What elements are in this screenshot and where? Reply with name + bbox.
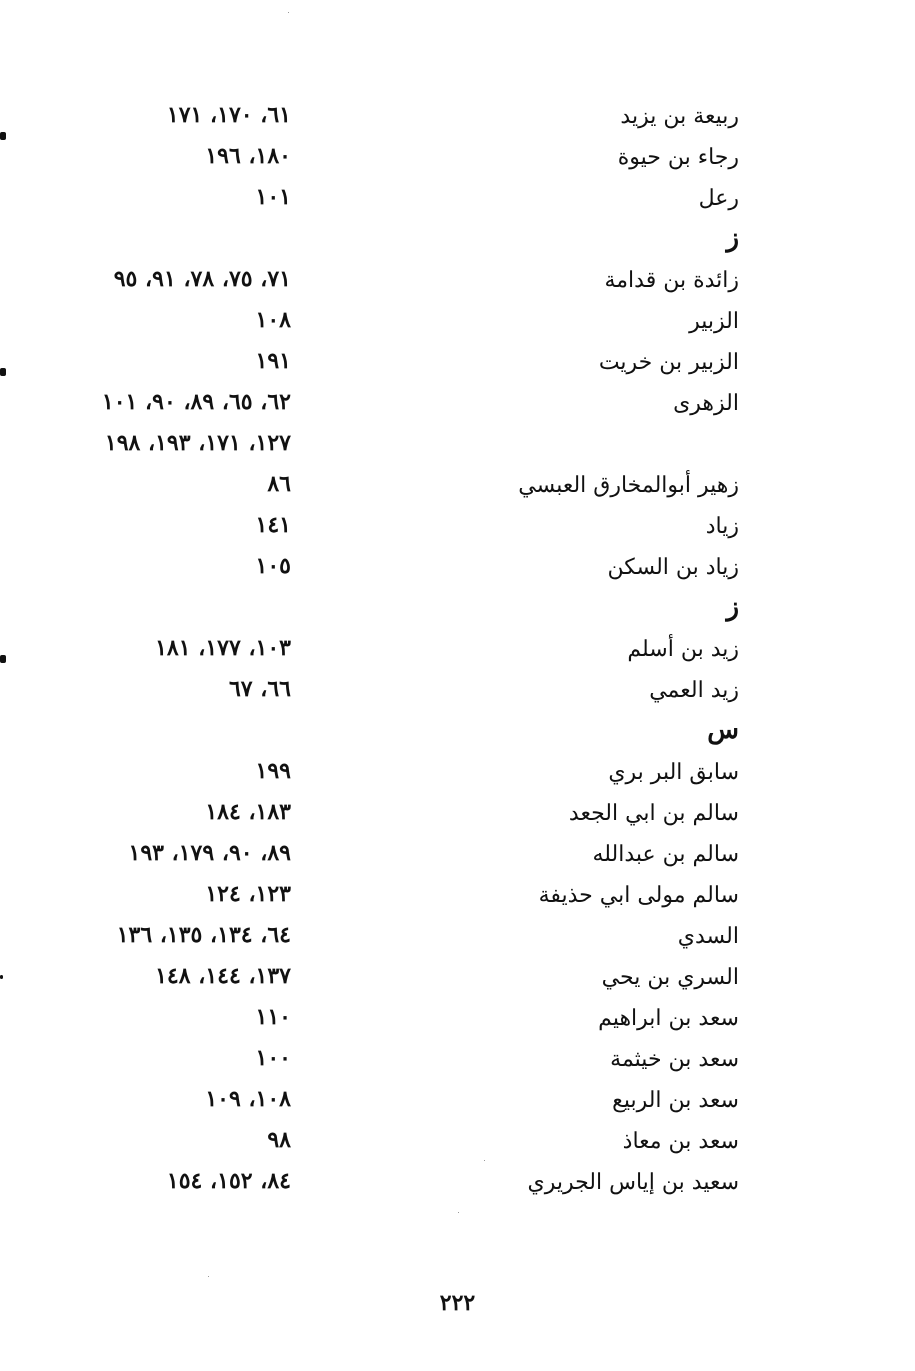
entry-pages: ١١٠	[255, 1004, 291, 1030]
entry-pages: ٦٢، ٦٥، ٨٩، ٩٠، ١٠١	[101, 389, 291, 415]
letter-heading-row	[0, 223, 915, 264]
letter-heading: ز	[726, 592, 739, 622]
entry-name: ربيعة بن يزيد	[620, 104, 739, 129]
entry-name: سعد بن الربيع	[612, 1088, 739, 1113]
entry-name: سعيد بن إياس الجريري	[527, 1170, 739, 1195]
index-entry	[0, 100, 915, 141]
entry-name: رعل	[698, 186, 739, 211]
index-entry	[0, 1043, 915, 1084]
entry-name: السدي	[677, 924, 739, 949]
entry-pages: ١٨٣، ١٨٤	[205, 799, 291, 825]
entry-pages: ١٩٩	[255, 758, 291, 784]
index-entry	[0, 633, 915, 674]
scan-speck	[458, 1212, 459, 1213]
scan-mark	[0, 975, 3, 979]
name-index-list	[0, 100, 915, 1207]
entry-pages: ١٠٨	[255, 307, 291, 333]
index-entry	[0, 879, 915, 920]
index-entry	[0, 182, 915, 223]
entry-pages: ١٨٠، ١٩٦	[205, 143, 291, 169]
entry-name: زياد بن السكن	[607, 555, 739, 580]
scan-speck	[208, 1276, 209, 1277]
entry-pages: ٨٦	[267, 471, 291, 497]
entry-name: زياد	[705, 514, 739, 539]
index-entry	[0, 346, 915, 387]
entry-pages: ٦٤، ١٣٤، ١٣٥، ١٣٦	[116, 922, 291, 948]
entry-name: زيد بن أسلم	[627, 637, 739, 662]
entry-name: سابق البر بري	[608, 760, 739, 785]
index-entry	[0, 551, 915, 592]
entry-pages: ٨٤، ١٥٢، ١٥٤	[166, 1168, 291, 1194]
entry-name: زائدة بن قدامة	[604, 268, 739, 293]
index-entry	[0, 264, 915, 305]
entry-pages: ٦٦، ٦٧	[228, 676, 291, 702]
entry-name: السري بن يحي	[601, 965, 739, 990]
scan-speck	[484, 1160, 485, 1161]
entry-name: سعد بن معاذ	[622, 1129, 739, 1154]
entry-pages: ١٠٠	[255, 1045, 291, 1071]
entry-pages: ٧١، ٧٥، ٧٨، ٩١، ٩٥	[113, 266, 291, 292]
entry-pages: ١٠٥	[255, 553, 291, 579]
entry-name: سالم بن عبدالله	[592, 842, 739, 867]
entry-pages: ١٢٣، ١٢٤	[205, 881, 291, 907]
entry-name: الزبير	[689, 309, 739, 334]
index-entry	[0, 1084, 915, 1125]
entry-name: الزهرى	[673, 391, 739, 416]
entry-name: سالم بن ابي الجعد	[568, 801, 739, 826]
entry-pages: ١٠٣، ١٧٧، ١٨١	[155, 635, 291, 661]
page-number: ٢٢٢	[439, 1290, 476, 1316]
scan-mark	[0, 655, 6, 663]
index-entry	[0, 141, 915, 182]
scan-mark	[0, 132, 6, 140]
index-entry	[0, 510, 915, 551]
scan-speck	[288, 12, 289, 13]
letter-heading: ز	[726, 223, 739, 253]
index-entry	[0, 920, 915, 961]
entry-name: زيد العمي	[649, 678, 739, 703]
entry-name: سعد بن ابراهيم	[598, 1006, 739, 1031]
entry-pages: ١٢٧، ١٧١، ١٩٣، ١٩٨	[104, 430, 291, 456]
index-entry	[0, 1166, 915, 1207]
letter-heading-row	[0, 715, 915, 756]
entry-pages: ١٣٧، ١٤٤، ١٤٨	[155, 963, 291, 989]
index-entry	[0, 305, 915, 346]
index-entry-continuation	[0, 428, 915, 469]
entry-name: رجاء بن حيوة	[617, 145, 739, 170]
index-entry	[0, 674, 915, 715]
entry-pages: ٩٨	[267, 1127, 291, 1153]
scan-mark	[0, 368, 6, 376]
entry-pages: ١٤١	[255, 512, 291, 538]
entry-name: سعد بن خيثمة	[610, 1047, 739, 1072]
entry-pages: ٦١، ١٧٠، ١٧١	[166, 102, 291, 128]
index-entry	[0, 387, 915, 428]
entry-pages: ١٠١	[255, 184, 291, 210]
entry-name: زهير أبوالمخارق العبسي	[518, 473, 739, 498]
index-entry	[0, 797, 915, 838]
entry-name: سالم مولى ابي حذيفة	[538, 883, 739, 908]
letter-heading-row	[0, 592, 915, 633]
letter-heading: س	[707, 715, 739, 745]
index-entry	[0, 1125, 915, 1166]
index-entry	[0, 1002, 915, 1043]
entry-pages: ٨٩، ٩٠، ١٧٩، ١٩٣	[128, 840, 291, 866]
index-entry	[0, 469, 915, 510]
entry-pages: ١٩١	[255, 348, 291, 374]
index-entry	[0, 838, 915, 879]
index-entry	[0, 756, 915, 797]
entry-name: الزبير بن خريت	[598, 350, 739, 375]
index-entry	[0, 961, 915, 1002]
entry-pages: ١٠٨، ١٠٩	[205, 1086, 291, 1112]
